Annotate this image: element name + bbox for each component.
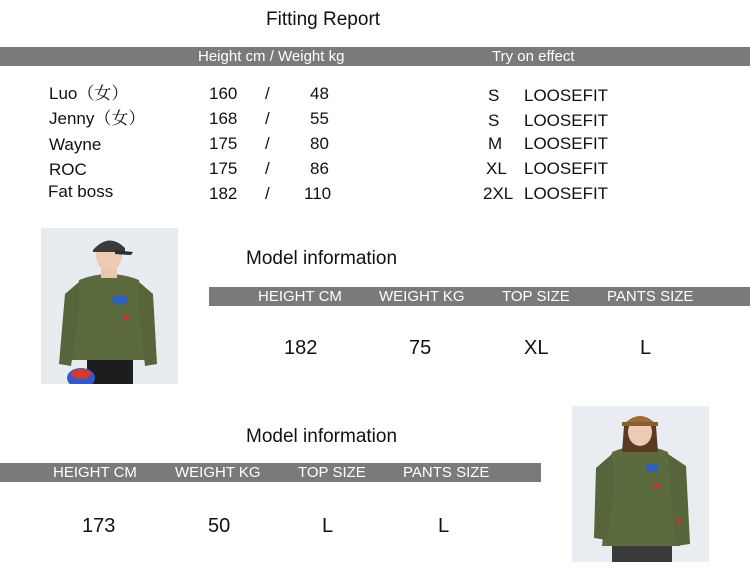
row-fit: LOOSEFIT (524, 184, 609, 203)
row-height: 175 (209, 134, 238, 153)
row-height: 182 (209, 184, 238, 203)
row-height: 168 (209, 109, 238, 128)
value-weight: 75 (409, 337, 432, 359)
value-pants-size: L (438, 515, 450, 537)
row-fit: LOOSEFIT (524, 86, 609, 105)
row-separator: / (265, 159, 270, 178)
model-info-title-2: Model information (246, 426, 398, 447)
header-height-cm: HEIGHT CM (53, 464, 137, 481)
fitting-header-bar (0, 47, 750, 66)
header-height-cm: HEIGHT CM (258, 288, 342, 305)
row-weight: 48 (310, 84, 329, 103)
header-top-size: TOP SIZE (298, 464, 366, 481)
header-weight-kg: WEIGHT KG (175, 464, 261, 481)
row-size: S (488, 111, 500, 130)
row-name: Wayne (49, 135, 102, 154)
row-weight: 55 (310, 109, 329, 128)
row-separator: / (265, 109, 270, 128)
header-pants-size: PANTS SIZE (403, 464, 490, 481)
model-info-title-1: Model information (246, 248, 398, 269)
value-pants-size: L (640, 337, 652, 359)
value-weight: 50 (208, 515, 231, 537)
row-height: 175 (209, 159, 238, 178)
fitting-header-try-on: Try on effect (492, 48, 575, 65)
value-top-size: L (322, 515, 334, 537)
row-size: XL (486, 159, 507, 178)
row-weight: 110 (304, 184, 332, 203)
value-height: 173 (82, 515, 116, 537)
value-height: 182 (284, 337, 318, 359)
model-info-header-bar-2 (0, 463, 541, 482)
row-size: 2XL (483, 184, 514, 203)
model-info-header-bar-1 (209, 287, 750, 306)
row-name: ROC (49, 160, 87, 179)
model-photo-female (572, 406, 709, 562)
header-pants-size: PANTS SIZE (607, 288, 694, 305)
row-fit: LOOSEFIT (524, 134, 609, 153)
row-separator: / (265, 184, 270, 203)
female-model-illustration (572, 406, 709, 562)
row-separator: / (265, 134, 270, 153)
row-fit: LOOSEFIT (524, 111, 609, 130)
fitting-report-title: Fitting Report (266, 9, 381, 30)
header-weight-kg: WEIGHT KG (379, 288, 465, 305)
row-weight: 86 (310, 159, 329, 178)
fitting-header-height-weight: Height cm / Weight kg (198, 48, 345, 65)
value-top-size: XL (524, 337, 549, 359)
row-fit: LOOSEFIT (524, 159, 609, 178)
row-name: Luo（女） (49, 84, 129, 103)
row-name: Fat boss (48, 182, 114, 201)
model-photo-male (41, 228, 178, 384)
male-model-illustration (41, 228, 178, 384)
row-name: Jenny（女） (49, 109, 146, 128)
header-top-size: TOP SIZE (502, 288, 570, 305)
row-height: 160 (209, 84, 238, 103)
row-size: M (488, 134, 503, 153)
row-separator: / (265, 84, 270, 103)
row-weight: 80 (310, 134, 329, 153)
row-size: S (488, 86, 500, 105)
